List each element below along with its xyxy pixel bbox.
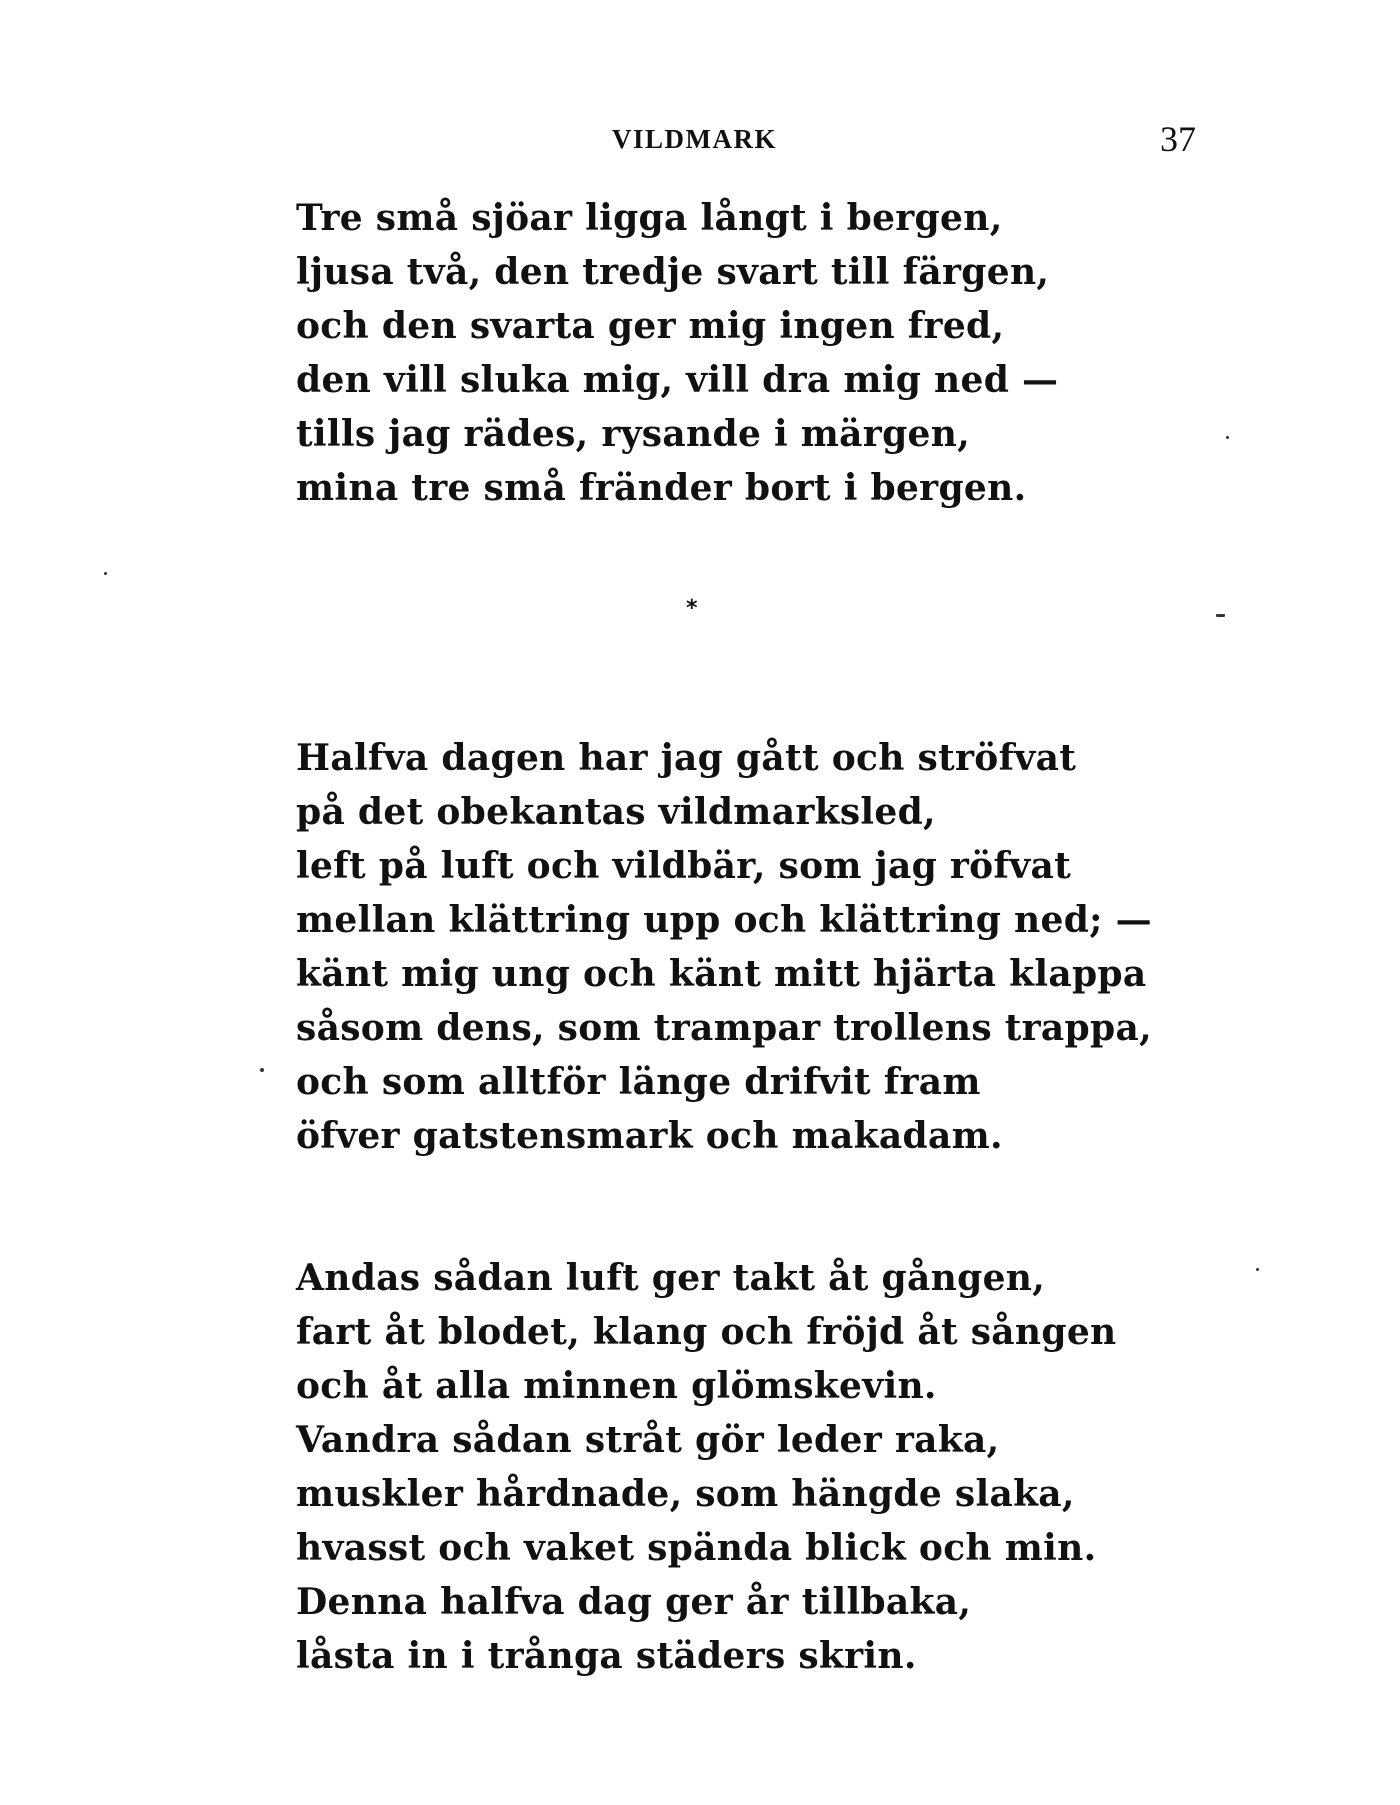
verse-line: Denna halfva dag ger år tillbaka, [296,1581,972,1623]
verse-line: Vandra sådan stråt gör leder raka, [296,1419,1000,1461]
verse-line: och åt alla minnen glömskevin. [296,1365,937,1407]
verse-line: hvasst och vaket spända blick och min. [296,1527,1097,1569]
verse-line: den vill sluka mig, vill dra mig ned — [296,359,1059,401]
section-separator: * [686,596,698,621]
verse-line: såsom dens, som trampar trollens trappa, [296,1007,1152,1049]
verse-line: ljusa två, den tredje svart till färgen, [296,251,1050,293]
verse-line: låsta in i trånga städers skrin. [296,1635,917,1677]
verse-line: mellan klättring upp och klättring ned; — [296,899,1152,941]
scan-speck [260,1068,264,1072]
verse-line: muskler hårdnade, som hängde slaka, [296,1473,1075,1515]
scan-speck [1256,1268,1259,1271]
verse-line: fart åt blodet, klang och fröjd åt sången [296,1311,1117,1353]
verse-line: tills jag rädes, rysande i märgen, [296,413,971,455]
verse-line: och den svarta ger mig ingen fred, [296,305,1005,347]
page-number: 37 [1160,119,1196,159]
verse-line: Andas sådan luft ger takt åt gången, [296,1257,1046,1299]
stanza-3 [296,1251,1117,1683]
running-title: VILDMARK [612,124,777,154]
stanza-1 [296,191,1058,515]
verse-line: känt mig ung och känt mitt hjärta klappa [296,953,1147,995]
scan-speck [1226,436,1229,439]
scan-speck [104,572,107,575]
verse-line: left på luft och vildbär, som jag röfvat [296,845,1072,887]
scan-speck [1216,614,1225,617]
verse-line: på det obekantas vildmarksled, [296,791,936,833]
verse-line: öfver gatstensmark och makadam. [296,1115,1003,1157]
verse-line: Halfva dagen har jag gått och ströfvat [296,737,1077,779]
stanza-2 [296,731,1152,1163]
verse-line: mina tre små fränder bort i bergen. [296,467,1027,509]
verse-line: och som alltför länge drifvit fram [296,1061,981,1103]
verse-line: Tre små sjöar ligga långt i bergen, [296,197,1003,239]
